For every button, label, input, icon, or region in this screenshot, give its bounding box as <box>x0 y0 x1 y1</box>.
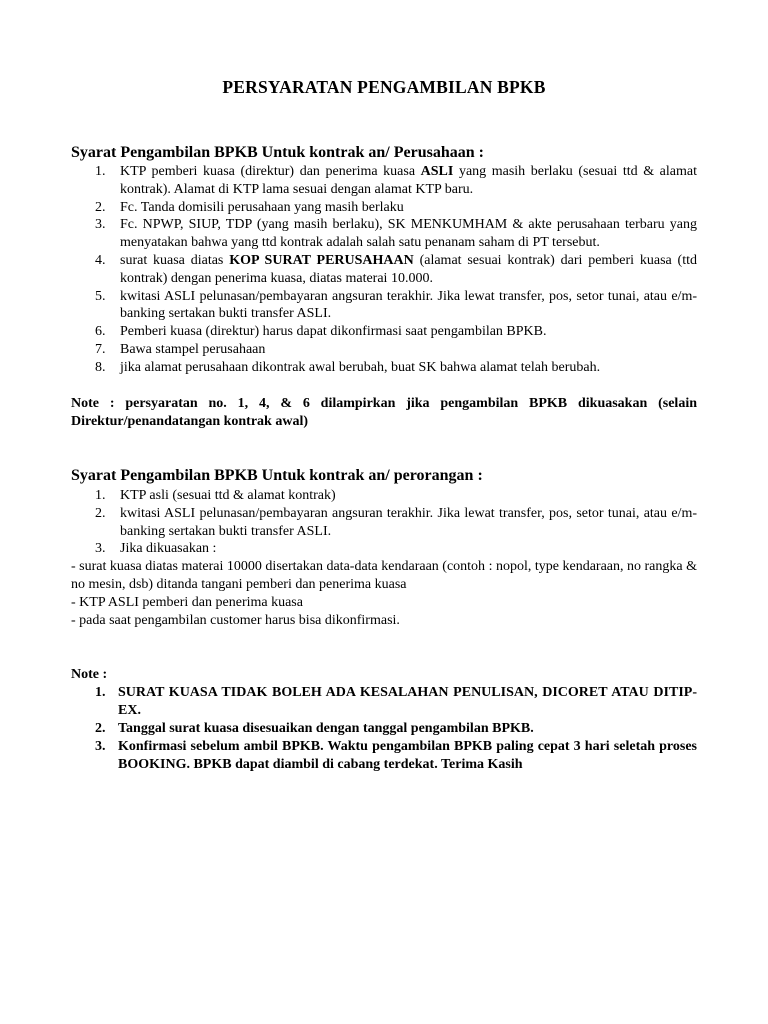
note-label: Note : <box>71 667 108 682</box>
list-text: jika alamat perusahaan dikontrak awal berubah, buat SK bahwa alamat telah berubah. <box>120 359 601 375</box>
list-text: surat kuasa diatas <box>120 252 230 268</box>
section-company-heading: Syarat Pengambilan BPKB Untuk kontrak an/ Perusahaan : <box>71 144 484 161</box>
list-text: Tanggal surat kuasa disesuaikan dengan tanggal pengambilan BPKB. <box>118 721 534 736</box>
section-personal-heading: Syarat Pengambilan BPKB Untuk kontrak an/ perorangan : <box>71 467 483 484</box>
list-text-bold: ASLI <box>420 164 454 179</box>
list-number: 7. <box>95 341 106 357</box>
company-note: Note : persyaratan no. 1, 4, & 6 dilampirkan jika pengambilan BPKB dikuasakan (selain Direktur/penandatangan kontrak awal) <box>71 396 697 429</box>
list-item <box>71 738 697 774</box>
list-item <box>71 199 697 217</box>
important-notes-list <box>71 684 697 774</box>
list-text-bold: KOP SURAT PERUSAHAAN <box>229 252 414 268</box>
list-number: 3. <box>95 541 106 557</box>
list-item <box>71 252 697 288</box>
list-text: Konfirmasi sebelum ambil BPKB. Waktu pengambilan BPKB paling cepat 3 hari seletah proses BOOKING. BPKB dapat diambil di cabang terdekat. Terima Kasih <box>118 739 697 772</box>
list-item <box>71 540 697 558</box>
list-number: 3. <box>95 739 106 754</box>
list-number: 2. <box>95 199 106 215</box>
list-item <box>71 505 697 541</box>
proxy-requirement-line: - pada saat pengambilan customer harus bisa dikonfirmasi. <box>71 613 400 628</box>
list-number: 5. <box>95 288 106 304</box>
list-text: Fc. NPWP, SIUP, TDP (yang masih berlaku), SK MENKUMHAM & akte perusahaan terbaru yang menyatakan bahwa yang ttd kontrak adalah salah satu penanam saham di PT tersebut. <box>120 217 697 251</box>
list-item <box>71 216 697 252</box>
list-item <box>71 163 697 199</box>
list-text: Jika dikuasakan : <box>120 541 217 557</box>
proxy-requirement-line: - surat kuasa diatas materai 10000 disertakan data-data kendaraan (contoh : nopol, type kendaraan, no rangka & no mesin, dsb) ditanda tangani pemberi dan penerima kuasa <box>71 559 697 592</box>
list-item <box>71 487 697 505</box>
list-number: 1. <box>95 164 106 179</box>
list-text: SURAT KUASA TIDAK BOLEH ADA KESALAHAN PENULISAN, DICORET ATAU DITIP-EX. <box>118 685 697 718</box>
list-text: Bawa stampel perusahaan <box>120 341 266 357</box>
list-number: 8. <box>95 359 106 375</box>
list-item <box>71 720 697 738</box>
list-number: 1. <box>95 488 106 503</box>
list-number: 1. <box>95 685 106 700</box>
list-text: KTP asli (sesuai ttd & alamat kontrak) <box>120 488 336 503</box>
list-item <box>71 323 697 341</box>
list-number: 2. <box>95 721 106 736</box>
list-number: 4. <box>95 252 106 268</box>
list-item <box>71 359 697 377</box>
list-number: 2. <box>95 505 106 521</box>
personal-requirements-list <box>71 487 697 558</box>
list-text: kwitasi ASLI pelunasan/pembayaran angsuran terakhir. Jika lewat transfer, pos, setor tunai, atau e/m-banking sertakan bukti transfer ASLI. <box>120 288 697 322</box>
list-number: 6. <box>95 324 106 340</box>
proxy-requirement-line: - KTP ASLI pemberi dan penerima kuasa <box>71 595 303 610</box>
list-text: (alamat sesuai kontrak) dari pemberi kuasa (ttd kontrak) dengan penerima kuasa, diatas materai 10.000. <box>120 252 698 286</box>
list-number: 3. <box>95 217 106 233</box>
list-text: Pemberi kuasa (direktur) harus dapat dikonfirmasi saat pengambilan BPKB. <box>120 324 547 340</box>
list-text: kwitasi ASLI pelunasan/pembayaran angsuran terakhir. Jika lewat transfer, pos, setor tunai, atau e/m-banking sertakan bukti transfer ASLI. <box>120 505 697 539</box>
list-text: KTP pemberi kuasa (direktur) dan penerima kuasa <box>120 164 421 179</box>
list-item <box>71 288 697 324</box>
list-item <box>71 341 697 359</box>
company-requirements-list <box>71 163 697 377</box>
document-title: PERSYARATAN PENGAMBILAN BPKB <box>222 77 546 97</box>
list-text: yang masih berlaku (sesuai ttd & alamat kontrak). Alamat di KTP lama sesuai dengan alamat KTP baru. <box>120 164 697 197</box>
list-text: Fc. Tanda domisili perusahaan yang masih berlaku <box>120 199 404 215</box>
list-item <box>71 684 697 720</box>
